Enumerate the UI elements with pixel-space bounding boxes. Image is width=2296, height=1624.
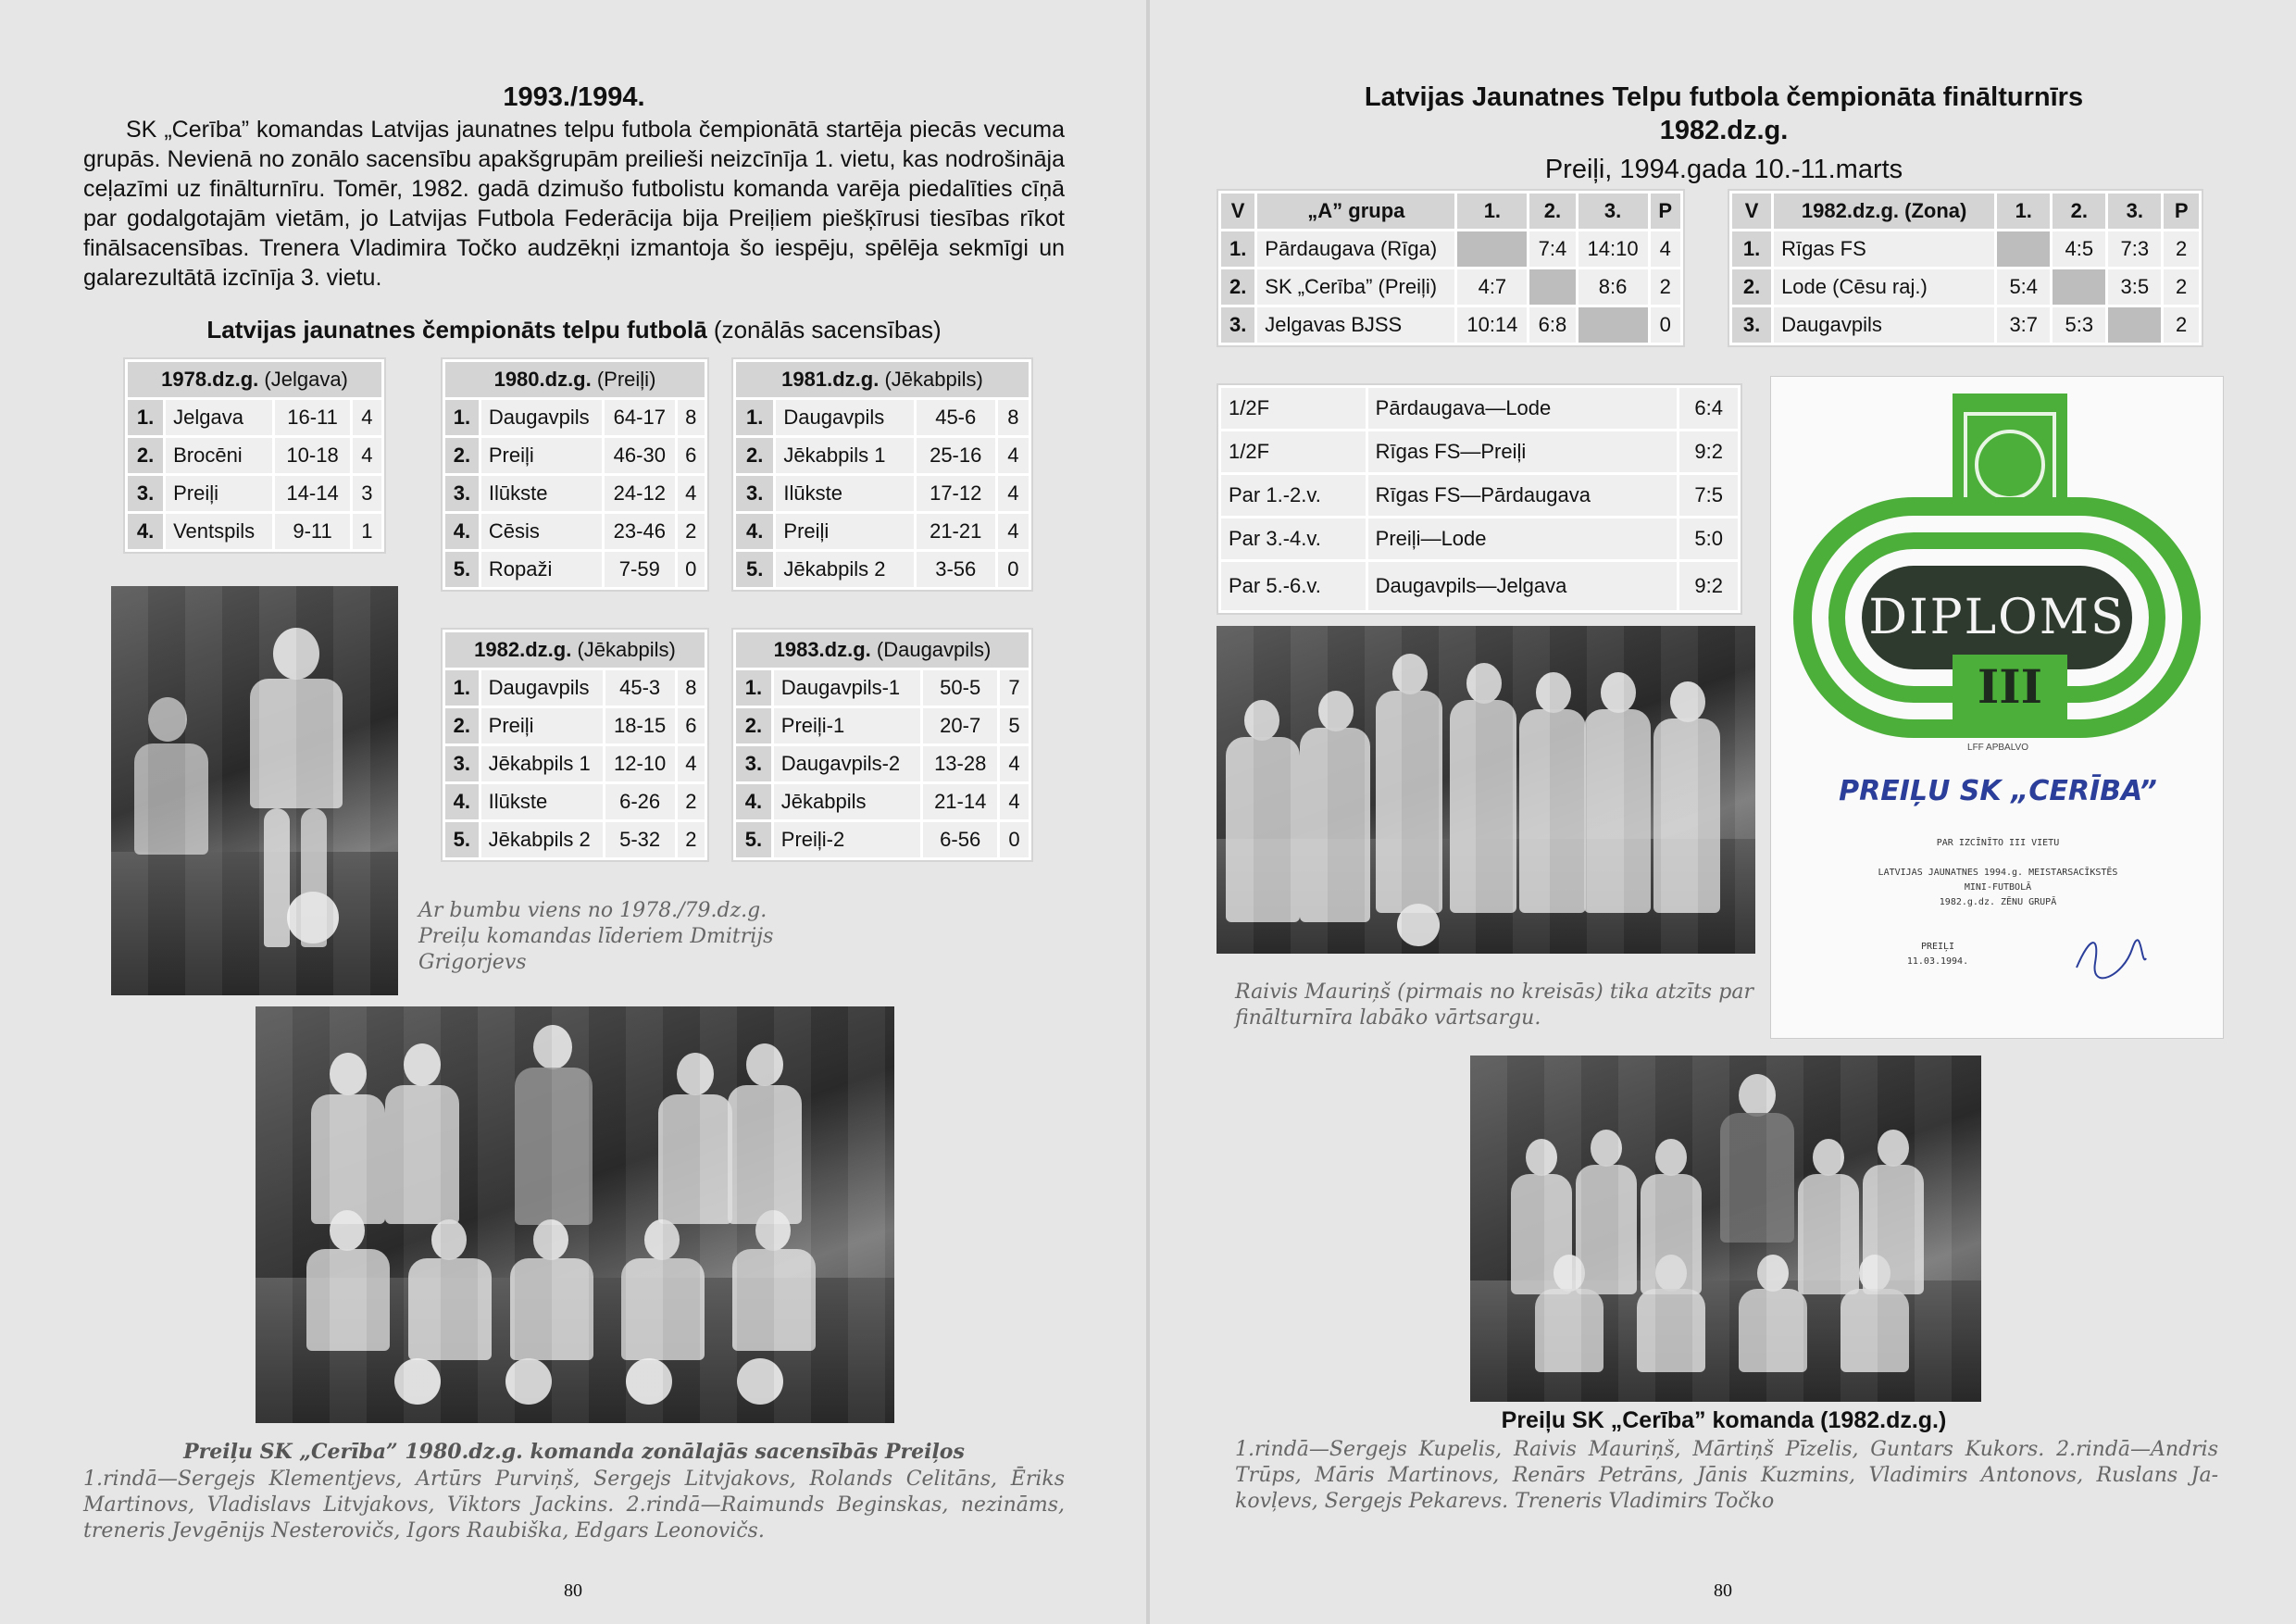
final-year: 1982.dz.g.: [1659, 116, 1789, 145]
page-number-left: 80: [564, 1580, 582, 1601]
table-row: 1. Daugavpils 64-17 8: [445, 400, 705, 435]
photo-player-caption: Ar bumbu viens no 1978./79.dz.g. Preiļu komandas līderiem Dmitrijs Grigorjevs: [418, 899, 774, 974]
diploma-image: [1770, 376, 2224, 1039]
table-row: 1/2F Pārdaugava—Lode 6:4: [1221, 388, 1738, 429]
group-b-table: [1728, 189, 2203, 347]
table-row: 2. Lode (Cēsu raj.) 5:4 3:5 2: [1732, 269, 2199, 305]
table-row: 1. Jelgava 16-11 4: [128, 400, 381, 435]
season-title: 1993./1994.: [503, 82, 645, 112]
diploma-city: PREIĻI: [1920, 942, 1955, 952]
section-heading-rest: (zonālās sacensības): [706, 316, 942, 344]
table-row: 4. Preiļi 21-21 4: [736, 514, 1029, 549]
photo-player-with-ball: [111, 586, 398, 995]
table-row: 4. Cēsis 23-46 2: [445, 514, 705, 549]
left-page: [0, 0, 1146, 1624]
diploma-team: PREIĻU SK „CERĪBA”: [1839, 775, 2157, 807]
table-row: 2. SK „Cerība” (Preiļi) 4:7 8:6 2: [1221, 269, 1680, 305]
diploma-signature-icon: [2067, 931, 2151, 986]
diploma-date: 11.03.1994.: [1906, 956, 1969, 967]
table-row: 4. Ventspils 9-11 1: [128, 514, 381, 549]
section-heading-bold: Latvijas jaunatnes čempionāts telpu futbolā: [206, 316, 707, 344]
diploma-line2: MINI-FUTBOLĀ: [1964, 882, 2032, 893]
table-row: 1. Daugavpils 45-6 8: [736, 400, 1029, 435]
table-1982: [441, 628, 709, 862]
table-row: 3. Ilūkste 17-12 4: [736, 476, 1029, 511]
group-a-table: [1217, 189, 1685, 347]
table-row: 1/2F Rīgas FS—Preiļi 9:2: [1221, 431, 1738, 472]
table-row: Par 3.-4.v. Preiļi—Lode 5:0: [1221, 518, 1738, 559]
table-header: 1980.dz.g. (Preiļi): [445, 362, 705, 397]
table-1978: [123, 357, 386, 554]
table-row: 3. Preiļi 14-14 3: [128, 476, 381, 511]
table-row: 2. Preiļi-1 20-7 5: [736, 708, 1029, 743]
page-number-right: 80: [1714, 1580, 1732, 1601]
table-header: 1982.dz.g. (Jēkabpils): [445, 632, 705, 668]
team-1980-caption-text: 1.rindā—Sergejs Klementjevs, Artūrs Purviņš, Sergejs Litvjakovs, Rolands Celitāns, Ēriks Martinovs, Vladislavs Litvjakovs, Viktors Jackins. 2.rindā—Raimunds Beginskas, nezināms, treneris Jevgēnijs Nesterovičs, Igors Raubiška, Edgars Leonovičs.: [83, 1468, 1065, 1543]
team-1982-caption-text: 1.rindā—Sergejs Kupelis, Raivis Mauriņš, Mārtiņš Pīzelis, Guntars Kukors. 2.rindā—Andris Trūps, Māris Martinovs, Renārs Petrāns, Jānis Kuzmins, Vladimirs Antonovs, Ruslans Jakovļevs, Sergejs Pekarevs. Treneris Vladimirs Točko: [1235, 1438, 2218, 1513]
final-place-date: Preiļi, 1994.gada 10.-11.marts: [1544, 155, 1903, 184]
table-row: 5. Ropaži 7-59 0: [445, 552, 705, 587]
diploma-for: PAR IZCĪNĪTO III VIETU: [1936, 838, 2060, 848]
intro-text: SK „Cerība” komandas Latvijas jaunatnes telpu futbola čempionātā startēja piecās vecuma grupās. Nevienā no zonālo sacensību apakšgrupām preilieši neizcīnīja 1. vietu, kas nodrošināja ceļazīmi uz finālturnīru. Tomēr, 1982. gadā dzimušo futbolistu komanda varēja piedalīties cīņā par godalgotajām vietām, jo Latvijas Futbola Federācija bija Preiļiem piešķīrusi tiesības rīkot finālsacensības. Trenera Vladimira Točko audzēkņi izmantoja šo iespēju, spēlēja sekmīgi un galarezultātā izcīnīja 3. vietu.: [83, 117, 1065, 291]
photo-team-1980: [256, 1006, 894, 1423]
photo-team-1982: [1470, 1056, 1981, 1402]
photo-team-pennant: [1217, 626, 1755, 954]
team-1982-caption-title: Preiļu SK „Cerība” komanda (1982.dz.g.): [1501, 1407, 1947, 1433]
table-row: 1. Pārdaugava (Rīga) 7:4 14:10 4: [1221, 231, 1680, 267]
table-row: 3. Jelgavas BJSS 10:14 6:8 0: [1221, 307, 1680, 343]
goalkeeper-caption: Raivis Mauriņš (pirmais no kreisās) tika atzīts par finālturnīra labāko vārtsargu.: [1235, 981, 1753, 1030]
table-row: 3. Jēkabpils 1 12-10 4: [445, 746, 705, 781]
table-row: 3. Daugavpils-2 13-28 4: [736, 746, 1029, 781]
table-1983: [731, 628, 1033, 862]
table-row: 1. Daugavpils 45-3 8: [445, 670, 705, 706]
table-row: 1. Rīgas FS 4:5 7:3 2: [1732, 231, 2199, 267]
table-row: 3. Daugavpils 3:7 5:3 2: [1732, 307, 2199, 343]
table-row: 5. Jēkabpils 2 5-32 2: [445, 822, 705, 857]
table-row: 4. Jēkabpils 21-14 4: [736, 784, 1029, 819]
table-1981: [731, 357, 1033, 592]
diploma-line1: LATVIJAS JAUNATNES 1994.g. MEISTARSACĪKSTĒS: [1878, 868, 2118, 878]
team-1980-caption-title: Preiļu SK „Cerība” 1980.dz.g. komanda zonālajās sacensībās Preiļos: [183, 1440, 965, 1464]
table-1980: [441, 357, 709, 592]
table-header: 1983.dz.g. (Daugavpils): [736, 632, 1029, 668]
diploma-small-top: LFF APBALVO: [1967, 743, 2028, 753]
diploma-word: DIPLOMS: [1868, 590, 2126, 645]
playoffs-table: [1217, 383, 1742, 615]
table-header: 1978.dz.g. (Jelgava): [128, 362, 381, 397]
table-row: Par 5.-6.v. Daugavpils—Jelgava 9:2: [1221, 562, 1738, 610]
right-page: [1150, 0, 2296, 1624]
final-title: Latvijas Jaunatnes Telpu futbola čempionāta finālturnīrs: [1364, 82, 2084, 112]
table-header: 1981.dz.g. (Jēkabpils): [736, 362, 1029, 397]
table-row: Par 1.-2.v. Rīgas FS—Pārdaugava 7:5: [1221, 475, 1738, 516]
diploma-line3: 1982.g.dz. ZĒNU GRUPĀ: [1939, 897, 2057, 907]
table-row: 2. Preiļi 46-30 6: [445, 438, 705, 473]
table-row: 2. Jēkabpils 1 25-16 4: [736, 438, 1029, 473]
table-row: 2. Brocēni 10-18 4: [128, 438, 381, 473]
table-row: 5. Jēkabpils 2 3-56 0: [736, 552, 1029, 587]
table-header-row: V „A” grupa 1. 2. 3. P: [1221, 194, 1680, 229]
section-heading: [83, 315, 1065, 344]
diploma-rank: III: [1977, 659, 2043, 714]
table-row: 5. Preiļi-2 6-56 0: [736, 822, 1029, 857]
table-row: 1. Daugavpils-1 50-5 7: [736, 670, 1029, 706]
table-row: 2. Preiļi 18-15 6: [445, 708, 705, 743]
table-header-row: V 1982.dz.g. (Zona) 1. 2. 3. P: [1732, 194, 2199, 229]
table-row: 3. Ilūkste 24-12 4: [445, 476, 705, 511]
table-row: 4. Ilūkste 6-26 2: [445, 784, 705, 819]
intro-paragraph: [83, 115, 1065, 293]
